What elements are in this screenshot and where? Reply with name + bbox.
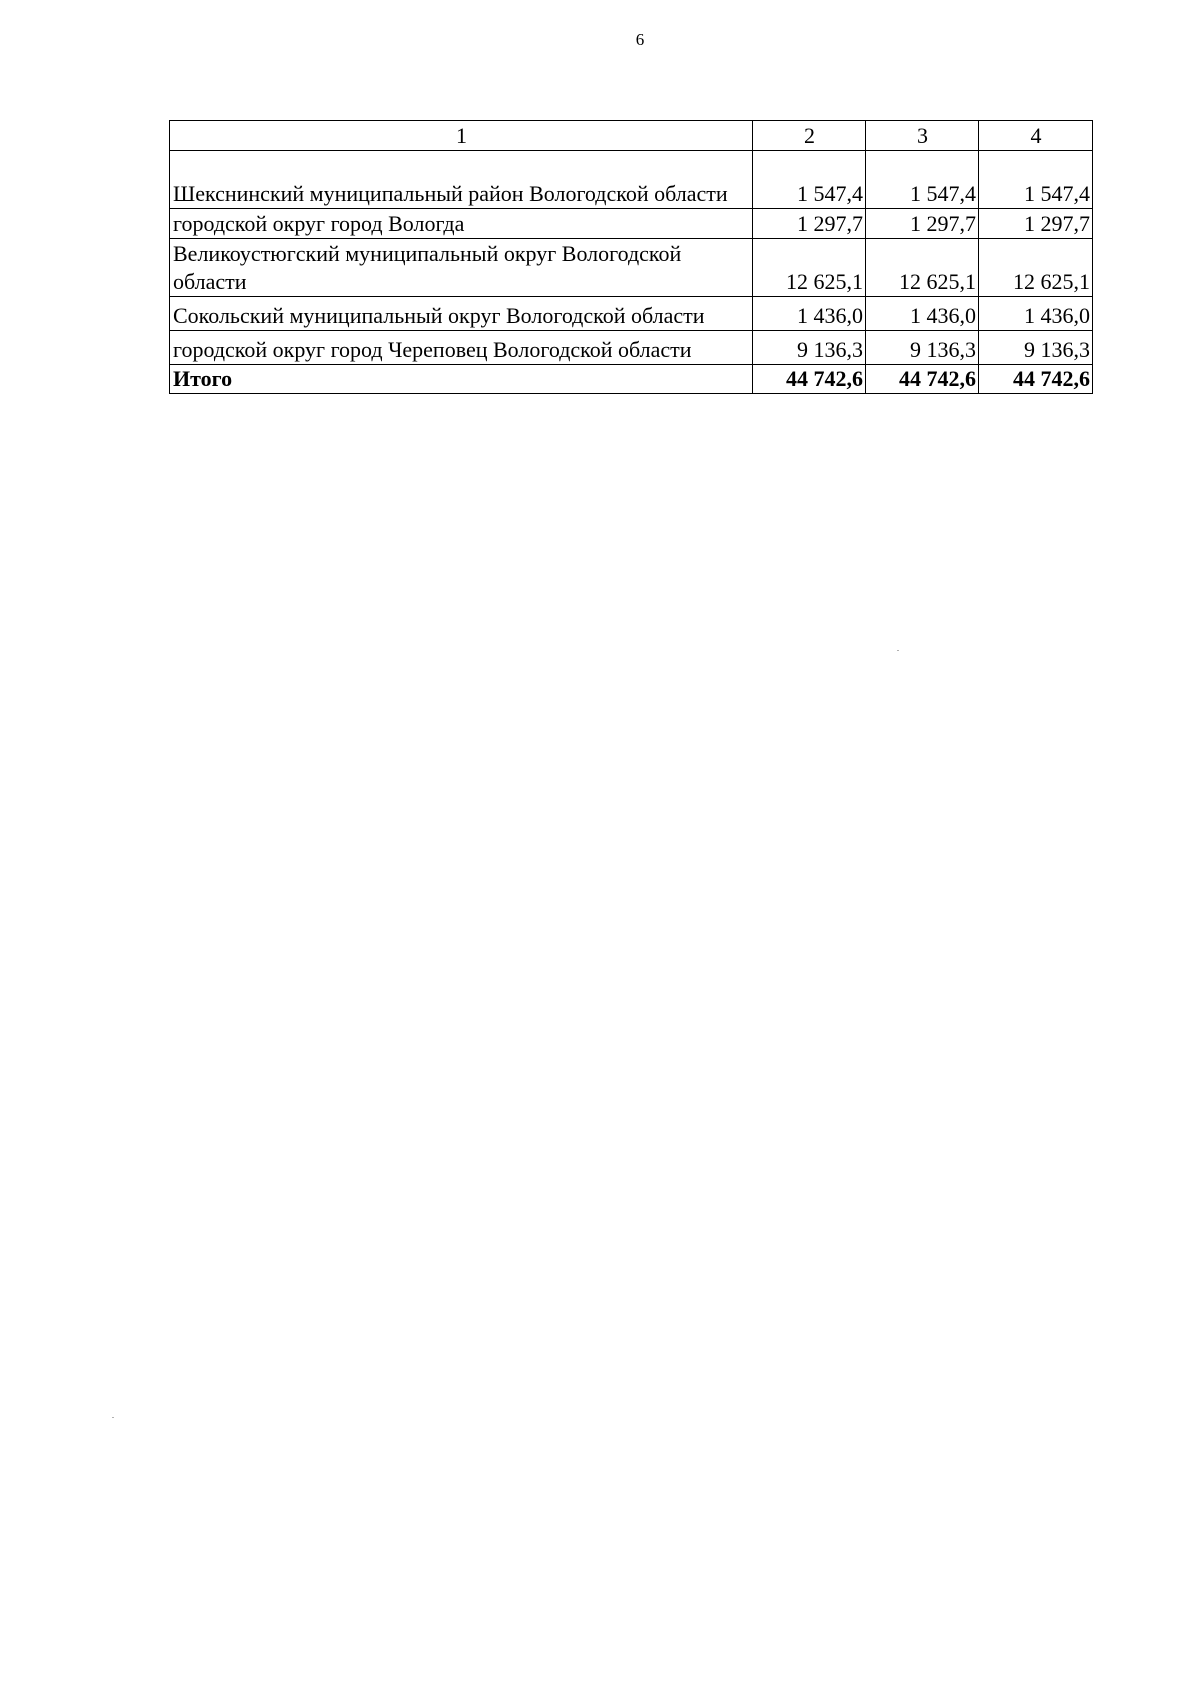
total-value-cell: 44 742,6 [753,365,866,394]
table-total-row [170,365,1093,394]
value-cell: 9 136,3 [979,331,1093,365]
value-cell: 1 547,4 [866,151,979,209]
scan-speck [897,650,899,651]
value-cell: 1 547,4 [979,151,1093,209]
table-row [170,151,1093,209]
value-cell: 9 136,3 [753,331,866,365]
header-cell: 4 [979,121,1093,151]
total-value-cell: 44 742,6 [979,365,1093,394]
row-name-cell: Шекснинский муниципальный район Вологодской области [170,151,753,209]
value-cell: 1 547,4 [753,151,866,209]
table-row [170,239,1093,297]
table-row [170,209,1093,239]
header-cell: 2 [753,121,866,151]
header-cell: 3 [866,121,979,151]
value-cell: 12 625,1 [753,239,866,297]
page-number: 6 [635,30,645,49]
value-cell: 12 625,1 [979,239,1093,297]
total-label-cell: Итого [170,365,753,394]
value-cell: 1 436,0 [753,297,866,331]
total-value-cell: 44 742,6 [866,365,979,394]
row-name-cell: Сокольский муниципальный округ Вологодской области [170,297,753,331]
header-cell: 1 [170,121,753,151]
value-cell: 1 436,0 [979,297,1093,331]
table-row [170,331,1093,365]
value-cell: 9 136,3 [866,331,979,365]
value-cell: 12 625,1 [866,239,979,297]
table-header-row [170,121,1093,151]
row-name-cell: городской округ город Череповец Вологодской области [170,331,753,365]
data-table [169,120,1093,394]
row-name-cell: городской округ город Вологда [170,209,753,239]
value-cell: 1 297,7 [979,209,1093,239]
value-cell: 1 297,7 [866,209,979,239]
value-cell: 1 297,7 [753,209,866,239]
row-name-cell: Великоустюгский муниципальный округ Вологодской области [170,239,753,297]
scan-speck [112,1417,114,1418]
table-row [170,297,1093,331]
value-cell: 1 436,0 [866,297,979,331]
